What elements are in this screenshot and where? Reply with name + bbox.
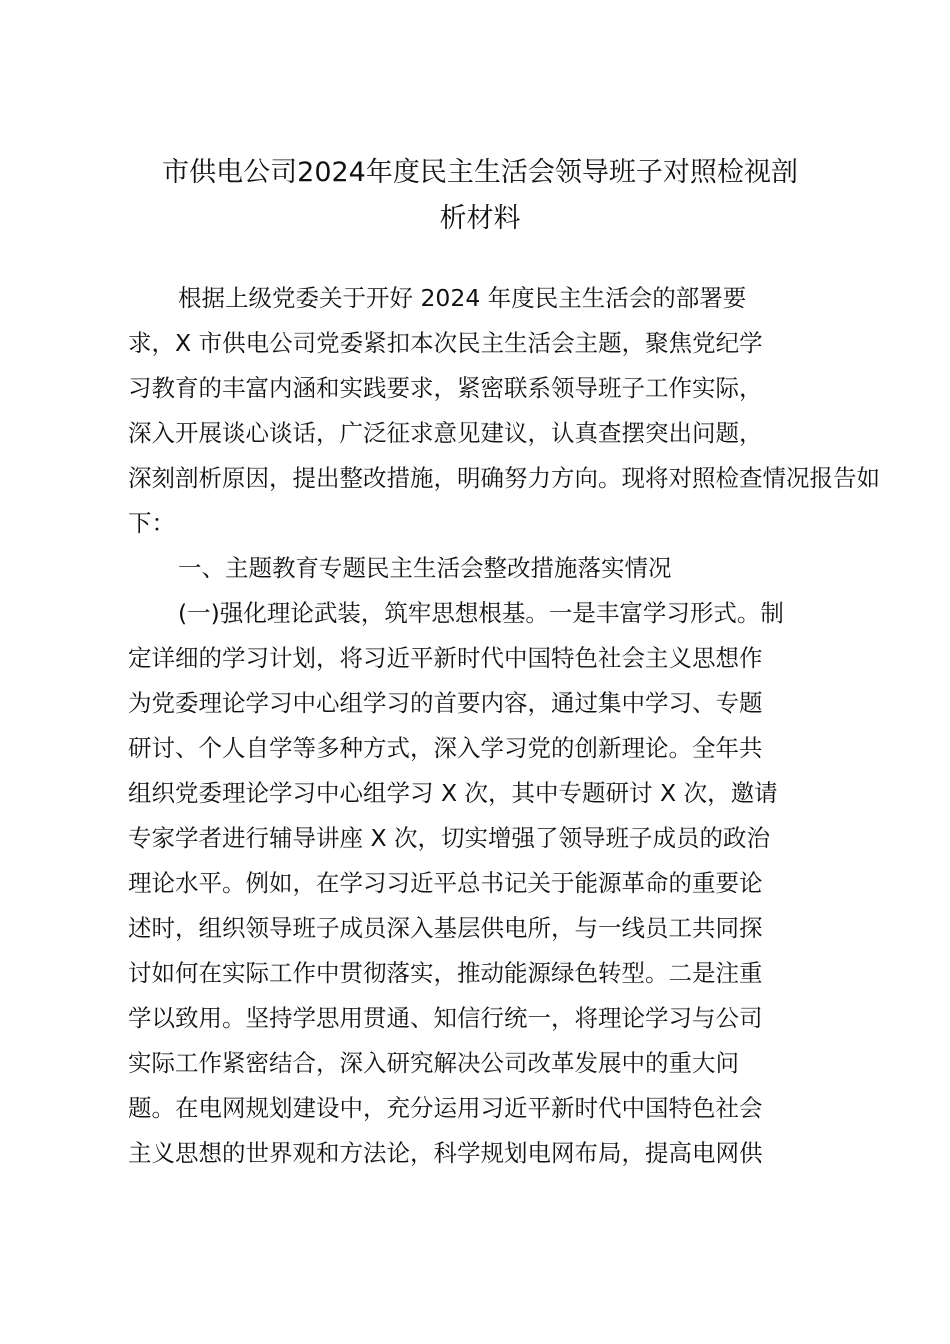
paragraph-line: 研讨、个人自学等多种方式，深入学习党的创新理论。全年共	[128, 734, 763, 762]
paragraph-line: (一)强化理论武装，筑牢思想根基。一是丰富学习形式。制	[178, 599, 784, 627]
paragraph-line: 求，X 市供电公司党委紧扣本次民主生活会主题，聚焦党纪学	[128, 329, 763, 357]
title-line-2: 析材料	[439, 203, 521, 234]
paragraph-line-overlapping-text: 深刻剖析原因，提出整改措施，明确努力方向。现将对照检查情况报告如	[128, 464, 880, 492]
document-title	[100, 150, 860, 242]
paragraph-line: 习教育的丰富内涵和实践要求，紧密联系领导班子工作实际，	[128, 374, 763, 402]
paragraph-line: 学以致用。坚持学思用贯通、知信行统一，将理论学习与公司	[128, 1004, 763, 1032]
paragraph-line: 理论水平。例如，在学习习近平总书记关于能源革命的重要论	[128, 869, 763, 897]
paragraph-line: 专家学者进行辅导讲座 X 次，切实增强了领导班子成员的政治	[128, 824, 771, 852]
document-body	[128, 276, 948, 1176]
paragraph-line: 下：	[128, 509, 175, 537]
paragraph-line: 讨如何在实际工作中贯彻落实，推动能源绿色转型。二是注重	[128, 959, 763, 987]
section-heading: 一、主题教育专题民主生活会整改措施落实情况	[178, 554, 672, 582]
title-line-1: 市供电公司2024年度民主生活会领导班子对照检视剖	[162, 157, 798, 188]
paragraph-line: 主义思想的世界观和方法论，科学规划电网布局，提高电网供	[128, 1139, 763, 1167]
paragraph-line: 定详细的学习计划，将习近平新时代中国特色社会主义思想作	[128, 644, 763, 672]
paragraph-line: 题。在电网规划建设中，充分运用习近平新时代中国特色社会	[128, 1094, 763, 1122]
paragraph-line: 为党委理论学习中心组学习的首要内容，通过集中学习、专题	[128, 689, 763, 717]
paragraph-line: 实际工作紧密结合，深入研究解决公司改革发展中的重大问	[128, 1049, 739, 1077]
paragraph-line: 组织党委理论学习中心组学习 X 次，其中专题研讨 X 次，邀请	[128, 779, 778, 807]
paragraph-line: 根据上级党委关于开好 2024 年度民主生活会的部署要	[178, 284, 747, 312]
paragraph-line: 述时，组织领导班子成员深入基层供电所，与一线员工共同探	[128, 914, 763, 942]
paragraph-line: 深入开展谈心谈话，广泛征求意见建议，认真查摆突出问题，	[128, 419, 763, 447]
